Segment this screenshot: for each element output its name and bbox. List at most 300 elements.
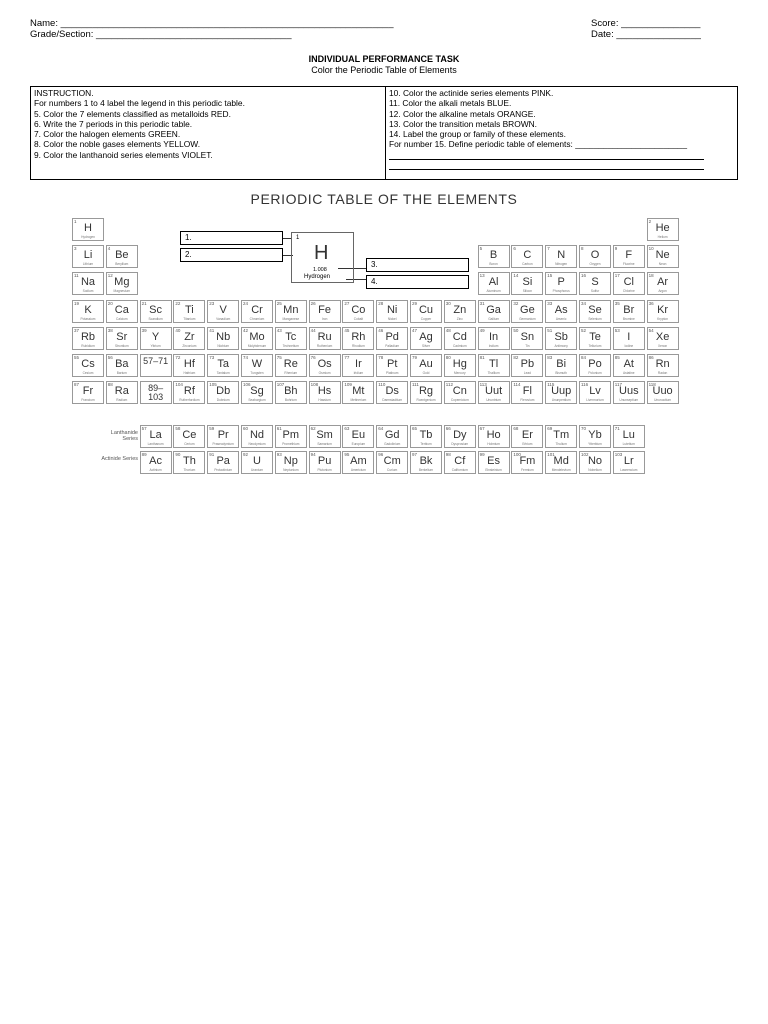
element-cell-rh[interactable] [342,327,374,350]
atomic-number: 110 [378,382,386,388]
element-cell-cf[interactable] [444,451,476,474]
element-cell-b[interactable] [478,245,510,268]
element-name: Plutonium [317,468,332,472]
instruction-line: 10. Color the actinide series elements PINK. [389,88,554,98]
element-symbol: N [557,249,566,262]
atomic-number: 15 [547,273,553,279]
element-name: Radium [116,398,128,403]
element-symbol: Ac [149,455,163,467]
element-cell-f[interactable] [613,245,645,268]
element-symbol: At [623,358,634,370]
element-symbol: U [253,455,261,467]
element-cell-al[interactable] [478,272,510,295]
element-cell-ga[interactable] [478,300,510,323]
element-cell-ru[interactable] [309,327,341,350]
element-name: Vanadium [216,316,231,321]
element-name: Astatine [623,371,635,375]
atomic-number: 71 [614,426,620,431]
atomic-number: 54 [648,327,654,333]
atomic-number: 47 [412,327,418,333]
element-cell-se[interactable] [579,300,611,323]
element-cell-br[interactable] [613,300,645,323]
element-cell-sb[interactable] [545,327,577,350]
atomic-number: 84 [581,355,587,360]
element-cell-uus[interactable] [613,381,645,404]
lanthanide-series-label: Lanthanide Series [110,430,138,442]
element-cell-am[interactable] [342,451,374,474]
element-cell-rg[interactable] [410,381,442,404]
element-cell-bk[interactable] [410,451,442,474]
date-field-label: Date: ________________ [591,29,701,40]
element-cell-i[interactable] [613,327,645,350]
element-name: Neon [658,262,667,267]
element-name: Potassium [80,316,96,321]
element-cell-v[interactable] [207,300,239,323]
element-cell-fr[interactable] [72,381,104,404]
element-symbol: O [590,249,600,262]
element-cell-ho[interactable] [478,425,510,448]
element-symbol: Kr [657,303,669,316]
element-symbol: I [627,330,631,343]
legend-box-2[interactable]: 2. [180,248,283,262]
element-symbol: 89–103 [148,383,164,403]
element-name: Bismuth [555,371,567,375]
element-cell-y[interactable] [140,327,172,350]
atomic-number: 20 [107,300,113,306]
element-symbol: B [489,249,498,262]
element-name: Seaborgium [248,398,266,403]
element-cell-mg[interactable] [106,272,138,295]
legend-box-4[interactable]: 4. [366,275,469,289]
atomic-number: 99 [479,452,485,457]
element-cell-fe[interactable] [309,300,341,323]
element-symbol: Zr [184,330,195,343]
legend-arrow [283,238,291,239]
element-cell-h[interactable] [72,218,104,241]
atomic-number: 90 [175,452,181,457]
element-name: Fermium [521,468,534,472]
element-name: Rhodium [352,343,365,348]
element-cell-w[interactable] [241,354,273,377]
element-cell-yb[interactable] [579,425,611,448]
atomic-number: 88 [107,382,113,388]
element-cell-cd[interactable] [444,327,476,350]
atomic-number: 44 [310,327,316,333]
element-cell-ir[interactable] [342,354,374,377]
element-cell-xe[interactable] [647,327,679,350]
element-cell-sr[interactable] [106,327,138,350]
atomic-number: 105 [209,382,217,388]
element-cell-bh[interactable] [275,381,307,404]
element-name: Phosphorus [552,289,570,294]
element-symbol: Fl [522,385,532,398]
element-symbol: Ne [655,249,670,262]
element-cell-5771[interactable] [140,354,172,377]
atomic-number: 82 [513,355,519,360]
atomic-number: 97 [412,452,418,457]
atomic-number: 72 [175,355,181,360]
element-cell-in[interactable] [478,327,510,350]
element-cell-tc[interactable] [275,327,307,350]
element-cell-p[interactable] [545,272,577,295]
element-cell-sn[interactable] [511,327,543,350]
element-name: Actinium [149,468,162,472]
element-name: Niobium [217,343,230,348]
element-cell-no[interactable] [579,451,611,474]
element-cell-ac[interactable] [140,451,172,474]
atomic-number: 46 [378,327,384,333]
element-symbol: Cn [452,385,467,398]
element-cell-pr[interactable] [207,425,239,448]
element-symbol: Yb [588,429,602,441]
element-symbol: Uus [619,385,639,398]
element-symbol: Hg [452,358,467,370]
element-cell-re[interactable] [275,354,307,377]
element-name: Hassium [318,398,331,403]
element-cell-pd[interactable] [376,327,408,350]
element-cell-s[interactable] [579,272,611,295]
element-cell-ar[interactable] [647,272,679,295]
element-cell-sg[interactable] [241,381,273,404]
element-symbol: Uut [485,385,503,398]
element-symbol: Pb [520,358,535,370]
element-cell-mt[interactable] [342,381,374,404]
atomic-number: 32 [513,300,519,306]
element-name: Rubidium [81,343,95,348]
element-name: Palladium [385,343,400,348]
page-title: INDIVIDUAL PERFORMANCE TASK [308,54,460,64]
element-symbol: F [625,249,633,262]
element-cell-es[interactable] [478,451,510,474]
element-symbol: Sm [316,429,333,441]
element-cell-ba[interactable] [106,354,138,377]
element-cell-fl[interactable] [511,381,543,404]
atomic-number: 107 [276,382,285,388]
element-name: Selenium [588,316,602,321]
atomic-number: 4 [107,246,111,252]
element-cell-po[interactable] [579,354,611,377]
element-symbol: Fr [82,385,94,398]
element-cell-hf[interactable] [173,354,205,377]
element-name: Samarium [317,442,332,446]
element-cell-zn[interactable] [444,300,476,323]
element-name: Zirconium [182,343,197,348]
element-symbol: Pa [216,455,230,467]
element-cell-as[interactable] [545,300,577,323]
element-symbol: No [587,455,603,467]
element-cell-tl[interactable] [478,354,510,377]
legend-box-3[interactable]: 3. [366,258,469,272]
element-symbol: Uup [551,385,572,398]
atomic-number: 30 [445,300,451,306]
atomic-number: 83 [547,355,553,360]
element-cell-uut[interactable] [478,381,510,404]
element-cell-ce[interactable] [173,425,205,448]
element-name: Tin [525,343,530,348]
element-cell-os[interactable] [309,354,341,377]
atomic-number: 91 [209,452,215,457]
element-cell-sm[interactable] [309,425,341,448]
element-cell-co[interactable] [342,300,374,323]
element-cell-be[interactable] [106,245,138,268]
element-name: Copper [420,316,432,321]
element-cell-lv[interactable] [579,381,611,404]
element-cell-rb[interactable] [72,327,104,350]
instruction-line: For number 15. Define periodic table of elements: ________________________ [389,139,687,150]
element-cell-at[interactable] [613,354,645,377]
element-symbol: C [523,249,532,262]
element-name: Silver [422,343,430,348]
atomic-number: 39 [141,327,147,333]
element-symbol: Sb [554,330,568,343]
element-cell-ds[interactable] [376,381,408,404]
legend-box-1[interactable]: 1. [180,231,283,245]
element-name: Sodium [82,289,94,294]
element-cell-uup[interactable] [545,381,577,404]
periodic-table-title: PERIODIC TABLE OF THE ELEMENTS [250,191,518,207]
element-name: Praseodymium [212,442,234,446]
element-symbol: Ba [115,358,129,370]
element-symbol: Ge [520,303,535,316]
element-cell-c[interactable] [511,245,543,268]
element-cell-kr[interactable] [647,300,679,323]
element-cell-zr[interactable] [173,327,205,350]
element-cell-eu[interactable] [342,425,374,448]
atomic-number: 66 [445,426,451,431]
element-name: Nobelium [588,468,602,472]
element-name: Lithium [82,262,94,267]
element-cell-bi[interactable] [545,354,577,377]
atomic-number: 69 [547,426,553,431]
element-cell-n[interactable] [545,245,577,268]
element-name: Iridium [353,371,364,375]
element-symbol: P [557,276,565,289]
atomic-number: 37 [74,327,80,333]
element-symbol: Nd [249,429,265,441]
score-field-label: Score: _______________ [591,18,701,29]
element-cell-ti[interactable] [173,300,205,323]
element-symbol: Zn [453,303,467,316]
element-cell-rn[interactable] [647,354,679,377]
element-cell-nb[interactable] [207,327,239,350]
element-symbol: Db [216,385,231,398]
element-name: Molybdenum [247,343,267,348]
element-name: Darmstadtium [382,398,403,403]
element-cell-mn[interactable] [275,300,307,323]
instruction-line: 9. Color the lanthanoid series elements VIOLET. [34,149,213,160]
element-name: Lead [523,371,531,375]
key-atomic-number: 1 [296,235,300,241]
element-cell-rf[interactable] [173,381,205,404]
element-name: Cerium [184,442,195,446]
element-name: Krypton [657,316,669,321]
element-cell-ag[interactable] [410,327,442,350]
atomic-number: 43 [276,327,282,333]
atomic-number: 57 [141,426,147,431]
element-cell-k[interactable] [72,300,104,323]
element-symbol: Ca [114,303,129,316]
atomic-number: 104 [175,382,183,388]
element-cell-db[interactable] [207,381,239,404]
element-symbol: Mg [114,276,130,289]
element-cell-cs[interactable] [72,354,104,377]
atomic-number: 2 [648,219,652,224]
element-cell-fm[interactable] [511,451,543,474]
element-name: Beryllium [115,262,129,267]
element-cell-te[interactable] [579,327,611,350]
element-name: Curium [387,468,398,472]
element-symbol: Al [488,276,499,289]
element-cell-tm[interactable] [545,425,577,448]
element-symbol: Au [419,358,433,370]
element-symbol: Rh [351,330,366,343]
element-symbol: Se [588,303,602,316]
atomic-number: 103 [614,452,623,457]
element-cell-au[interactable] [410,354,442,377]
atomic-number: 23 [209,300,215,306]
element-cell-pt[interactable] [376,354,408,377]
atomic-number: 74 [243,355,249,360]
atomic-number: 36 [648,300,654,306]
element-name: Polonium [588,371,602,375]
atomic-number: 6 [513,246,516,252]
atomic-number: 27 [344,300,350,306]
element-name: Boron [489,262,498,267]
element-name: Antimony [554,343,568,348]
element-cell-cu[interactable] [410,300,442,323]
atomic-number: 113 [479,382,487,388]
element-name: Fluorine [623,262,635,267]
element-cell-er[interactable] [511,425,543,448]
atomic-number: 96 [378,452,384,457]
atomic-number: 34 [581,300,587,306]
atomic-number: 3 [74,246,77,252]
element-symbol: Er [521,429,533,441]
element-cell-md[interactable] [545,451,577,474]
element-name: Californium [451,468,468,472]
element-cell-pb[interactable] [511,354,543,377]
element-name: Technetium [282,343,299,348]
element-symbol: Np [283,455,298,467]
atomic-number: 73 [209,355,215,360]
atomic-number: 85 [614,355,620,360]
element-name: Thallium [487,371,500,375]
element-symbol: Cf [454,455,466,467]
element-symbol: Th [182,455,196,467]
element-name: Nickel [387,316,397,321]
page-subtitle: Color the Periodic Table of Elements [311,65,457,75]
element-cell-si[interactable] [511,272,543,295]
element-symbol: Hf [183,358,195,370]
element-symbol: Lv [589,385,601,398]
element-name: Dysprosium [451,442,469,446]
atomic-number: 63 [344,426,350,431]
element-name: Ununtrium [486,398,501,403]
key-atomic-mass: 1.008 [313,267,327,273]
element-symbol: Br [623,303,635,316]
element-name: Arsenic [555,316,567,321]
element-symbol: Pd [385,330,399,343]
element-cell-cm[interactable] [376,451,408,474]
element-cell-o[interactable] [579,245,611,268]
instruction-line: 12. Color the alkaline metals ORANGE. [389,108,536,119]
atomic-number: 17 [614,273,620,279]
key-symbol: H [314,242,329,264]
element-cell-lu[interactable] [613,425,645,448]
element-cell-89103[interactable] [140,381,172,404]
element-cell-mo[interactable] [241,327,273,350]
element-cell-uuo[interactable] [647,381,679,404]
element-cell-pm[interactable] [275,425,307,448]
element-cell-tb[interactable] [410,425,442,448]
atomic-number: 75 [276,355,282,360]
element-name: Hydrogen [81,235,95,239]
element-name: Neodymium [248,442,266,446]
element-cell-dy[interactable] [444,425,476,448]
element-cell-lr[interactable] [613,451,645,474]
element-cell-ra[interactable] [106,381,138,404]
element-cell-u[interactable] [241,451,273,474]
element-name: Oxygen [589,262,601,267]
atomic-number: 40 [175,327,181,333]
atomic-number: 18 [648,273,654,279]
atomic-number: 31 [479,300,485,306]
instruction-line: For numbers 1 to 4 label the legend in this periodic table. [34,98,245,109]
element-cell-cn[interactable] [444,381,476,404]
element-cell-sc[interactable] [140,300,172,323]
element-cell-nd[interactable] [241,425,273,448]
element-name: Silicon [522,289,533,294]
element-symbol: Lu [622,429,635,441]
element-cell-cr[interactable] [241,300,273,323]
element-symbol: Pr [217,429,229,441]
element-cell-ne[interactable] [647,245,679,268]
atomic-number: 53 [614,327,620,333]
element-symbol: Nb [216,330,231,343]
element-cell-na[interactable] [72,272,104,295]
atomic-number: 101 [547,452,555,457]
element-cell-np[interactable] [275,451,307,474]
element-name: Iron [321,316,328,321]
element-symbol: Si [522,276,533,289]
element-cell-th[interactable] [173,451,205,474]
element-cell-li[interactable] [72,245,104,268]
atomic-number: 93 [276,452,282,457]
element-cell-he[interactable] [647,218,679,241]
element-symbol: Mo [249,330,265,343]
element-cell-ta[interactable] [207,354,239,377]
element-cell-hs[interactable] [309,381,341,404]
element-name: Nitrogen [555,262,568,267]
element-cell-ni[interactable] [376,300,408,323]
element-cell-ge[interactable] [511,300,543,323]
element-cell-ca[interactable] [106,300,138,323]
atomic-number: 10 [648,246,654,252]
legend-key-element [291,232,354,283]
element-cell-pa[interactable] [207,451,239,474]
element-symbol: Eu [351,429,366,441]
element-cell-pu[interactable] [309,451,341,474]
element-cell-gd[interactable] [376,425,408,448]
atomic-number: 26 [310,300,316,306]
instruction-line: 11. Color the alkali metals BLUE. [389,98,512,109]
element-symbol: Sc [149,303,163,316]
atomic-number: 106 [243,382,251,388]
element-cell-cl[interactable] [613,272,645,295]
element-cell-hg[interactable] [444,354,476,377]
element-cell-la[interactable] [140,425,172,448]
element-name: Cesium [82,371,94,375]
